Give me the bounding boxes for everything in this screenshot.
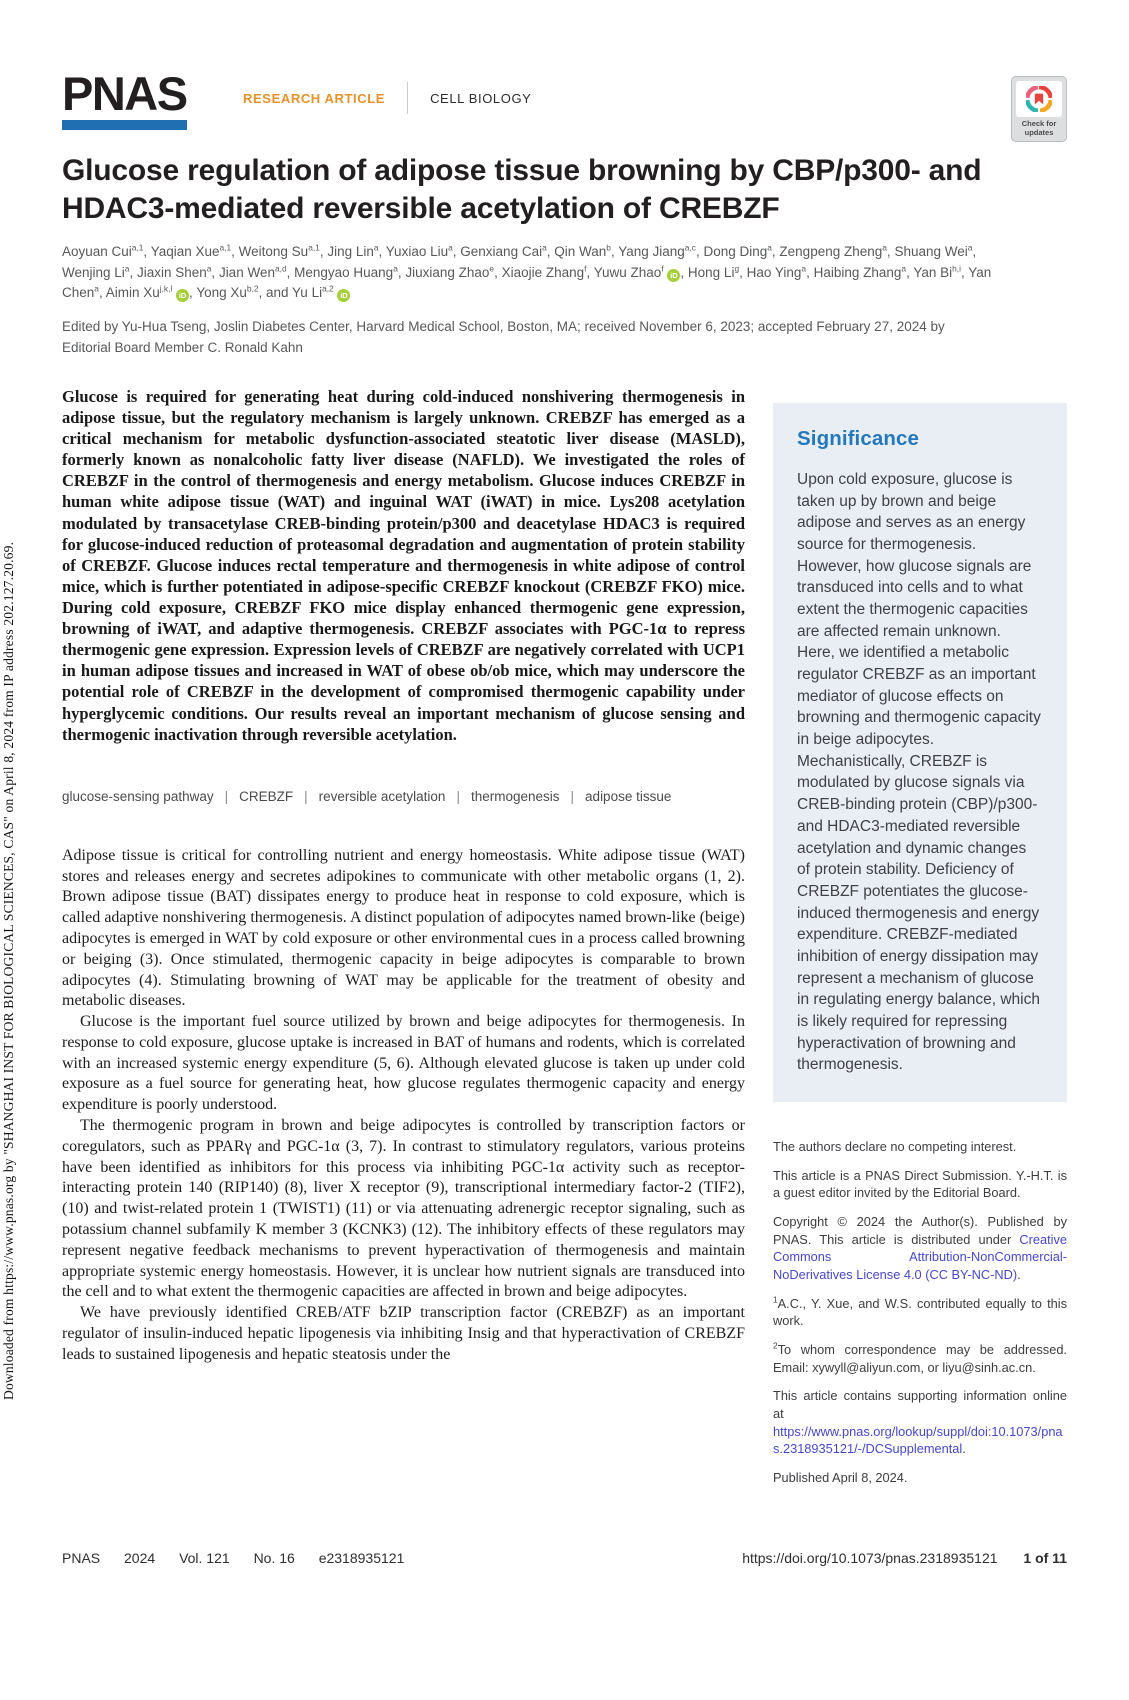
footnote: Copyright © 2024 the Author(s). Published by PNAS. This article is distributed under Creative Commons Attribution-NonCommercial-NoDerivatives License 4.0 (CC BY-NC-ND). xyxy=(773,1214,1067,1283)
keyword: glucose-sensing pathway xyxy=(62,788,214,804)
author: Genxiang Cai$^a$, xyxy=(460,242,555,259)
crossmark-icon xyxy=(1016,81,1062,117)
paragraph: Glucose is the important fuel source utilized by brown and beige adipocytes for thermogenesis. In response to cold exposure, glucose uptake is increased in BAT of humans and rodents, which is correlated with an increased systemic energy expenditure (5, 6). Although elevated glucose is taken up under cold exposure as a fuel source for generating heat, how glucose regulates thermogenic capacity and energy expenditure is poorly understood. xyxy=(62,1013,745,1114)
author: Dong Ding$^a$, xyxy=(703,242,780,259)
author: Jian Wen$^{a,d}$, xyxy=(218,263,295,280)
author: Yong Xu$^{b,2}$, xyxy=(196,283,267,301)
paragraph: We have previously identified CREB/ATF bZIP transcription factor (CREBZF) as an important regulator of insulin-induced hepatic lipogenesis via inhibiting Insig and that hyperactivation of CREBZF leads to sustained lipogenesis and hepatic steatosis under the xyxy=(62,1304,745,1363)
author: Yuxiao Liu$^a$, xyxy=(385,242,461,259)
author: Jiaxin Shen$^a$, xyxy=(136,263,219,280)
author: Aoyuan Cui$^{a,1}$, xyxy=(62,242,151,259)
footer-eid: e2318935121 xyxy=(318,1550,405,1566)
footnote-link[interactable]: Creative Commons Attribution-NonCommercial-NoDerivatives License 4.0 (CC BY-NC-ND) xyxy=(773,1231,1067,1283)
header-meta xyxy=(243,72,531,124)
orcid-icon[interactable]: iD xyxy=(176,289,189,302)
footnote: This article contains supporting information online at https://www.pnas.org/lookup/suppl/doi:10.1073/pnas.2318935121/-/DCSupplemental. xyxy=(773,1388,1067,1457)
author: Hao Ying$^a$, xyxy=(746,263,814,280)
check-for-updates-badge[interactable] xyxy=(1011,76,1067,142)
author: Mengyao Huang$^a$, xyxy=(294,263,406,280)
side-column xyxy=(773,378,1067,1498)
abstract: Glucose is required for generating heat during cold-induced nonshivering thermogenesis in adipose tissue, but the regulatory mechanism is largely unknown. CREBZF has emerged as a critical mechanism for metabolic dysfunction-associated steatotic liver disease (MASLD), formerly known as nonalcoholic fatty liver disease (NAFLD). We investigated the roles of CREBZF in the control of thermogenesis and energy metabolism. Glucose induces CREBZF in human white adipose tissue (WAT) and inguinal WAT (iWAT) in mice. Lys208 acetylation modulated by transacetylase CREB-binding protein/p300 and deacetylase HDAC3 is required for glucose-induced reduction of proteasomal degradation and augmentation of protein stability of CREBZF. Glucose induces rectal temperature and thermogenesis in white adipose of control mice, which is further potentiated in adipose-specific CREBZF knockout (CREBZF FKO) mice. During cold exposure, CREBZF FKO mice display enhanced thermogenic gene expression, browning of iWAT, and adaptive thermogenesis. CREBZF associates with PGC-1α to repress thermogenic gene expression. Expression levels of CREBZF are negatively correlated with UCP1 in human adipose tissues and increased in WAT of obese ob/ob mice, which may underscore the potential role of CREBZF in the development of compromised thermogenic capability under hyperglycemic conditions. Our results reveal an important mechanism of glucose sensing and thermogenic inactivation through reversible acetylation. xyxy=(62,386,745,744)
author: Shuang Wei$^a$, xyxy=(894,242,977,259)
edited-by-line: Edited by Yu-Hua Tseng, Joslin Diabetes Center, Harvard Medical School, Boston, MA; received November 6, 2023; accepted February 27, 2024 by Editorial Board Member C. Ronald Kahn xyxy=(62,319,945,355)
significance-box xyxy=(773,403,1067,1102)
download-watermark: Downloaded from https://www.pnas.org by "SHANGHAI INST FOR BIOLOGICAL SCIENCES, CAS" on April 8, 2024 from IP address 202.127.20.69. xyxy=(1,541,16,1400)
significance-text: Upon cold exposure, glucose is taken up by brown and beige adipose and serves as an energy source for thermogenesis. However, how glucose signals are transduced into cells and to what extent the thermogenic capacities are affected remain unknown. Here, we identified a metabolic regulator CREBZF as an important mediator of glucose effects on browning and thermogenic capacity in beige adipocytes. Mechanistically, CREBZF is modulated by glucose signals via CREB-binding protein (CBP)/p300- and HDAC3-mediated reversible acetylation and dynamic changes of protein stability. Deficiency of CREBZF potentiates the glucose-induced thermogenesis and energy expenditure. CREBZF-mediated inhibition of energy dissipation may represent a mechanism of glucose in regulating energy balance, which is likely required for repressing hyperactivation of browning and thermogenesis. xyxy=(797,470,1041,1074)
paragraph: The thermogenic program in brown and beige adipocytes is controlled by transcription factors or coregulators, such as PPARγ and PGC-1α (3, 7). In contrast to stimulatory regulators, various proteins have been identified as inhibitors for this process via inhibiting PGC-1α activity such as receptor-interacting protein 140 (RIP140) (8), liver X receptor (9), transcriptional intermediary factor-2 (TIF2), (10) and twist-related protein 1 (TWIST1) (11) or via attenuating adrenergic receptor signaling, such as potassium channel subfamily K member 3 (KCNK3) (12). The inhibitory effects of these regulators may represent negative feedback mechanisms to prevent hyperactivation of thermogenesis and maintain appropriate systemic energy homeostasis. However, it is unclear how nutrient signals are transduced into the cell and to what extent the thermogenic capacities are affected in brown and beige adipocytes. xyxy=(62,1117,745,1301)
keyword-separator: | xyxy=(304,788,308,804)
author: Qin Wan$^b$, xyxy=(554,242,619,259)
page-header xyxy=(62,67,1067,152)
author: Hong Li$^g$, xyxy=(687,263,747,280)
author: Aimin Xu$^{j,k,l}$ iD , xyxy=(105,283,197,301)
footer-issue: No. 16 xyxy=(253,1550,295,1566)
footnote: $^2$To whom correspondence may be addressed. Email: xywyll@aliyun.com, or liyu@sinh.ac.cn. xyxy=(773,1340,1067,1375)
page-number: 1 of 11 xyxy=(1023,1550,1067,1566)
keyword: thermogenesis xyxy=(470,788,560,804)
pnas-logo xyxy=(62,67,187,130)
author: Xiaojie Zhang$^f$, xyxy=(501,263,594,280)
significance-heading: Significance xyxy=(797,426,919,450)
paragraph: Adipose tissue is critical for controlling nutrient and energy homeostasis. White adipose tissue (WAT) stores and releases energy and secretes adipokines to communicate with other metabolic organs (1, 2). Brown adipose tissue (BAT) dissipates energy to produce heat in response to cold exposure, which is called adaptive nonshivering thermogenesis. A distinct population of adipocytes named brown-like (beige) adipocytes is emerged in WAT by cold exposure or other environmental cues in a process called browning or beiging (3). Once stimulated, thermogenic capacity in beige adipocytes is comparable to brown adipocytes (4). Stimulating browning of WAT may be applicable for the treatment of obesity and metabolic diseases. xyxy=(62,846,745,1010)
footnote: The authors declare no competing interest. xyxy=(773,1139,1017,1155)
article-title: Glucose regulation of adipose tissue browning by CBP/p300- and HDAC3-mediated reversible acetylation of CREBZF xyxy=(62,154,982,225)
footnote: $^1$A.C., Y. Xue, and W.S. contributed equally to this work. xyxy=(773,1294,1067,1329)
footer-year: 2024 xyxy=(124,1550,156,1566)
author: Yaqian Xue$^{a,1}$, xyxy=(150,242,239,259)
author: Yuwu Zhao$^f$ iD , xyxy=(593,263,688,280)
footer-citation xyxy=(62,1550,424,1566)
keywords xyxy=(62,789,745,804)
page-footer xyxy=(62,1550,1067,1566)
keyword-separator: | xyxy=(456,788,460,804)
orcid-icon[interactable]: iD xyxy=(667,269,680,282)
main-column xyxy=(62,378,745,1366)
footnote-link[interactable]: https://www.pnas.org/lookup/suppl/doi:10.1073/pnas.2318935121/-/DCSupplemental xyxy=(773,1423,1063,1457)
section-label: CELL BIOLOGY xyxy=(430,90,532,106)
author: Haibing Zhang$^a$, xyxy=(813,263,914,280)
author: and Yu Li$^{a,2}$ iD xyxy=(266,285,350,300)
author: Jiuxiang Zhao$^e$, xyxy=(405,263,502,280)
keyword: CREBZF xyxy=(239,788,294,804)
author: Wenjing Li$^a$, xyxy=(62,263,137,280)
author: Yang Jiang$^{a,c}$, xyxy=(618,242,704,259)
footer-volume: Vol. 121 xyxy=(179,1550,230,1566)
keyword-separator: | xyxy=(570,788,575,804)
article-content xyxy=(62,152,1067,1498)
pnas-logo-underline xyxy=(62,120,187,130)
body-text xyxy=(62,846,745,1366)
author: Yan Chen$^a$, xyxy=(62,264,992,301)
header-divider xyxy=(407,82,408,114)
orcid-icon[interactable]: iD xyxy=(337,289,350,302)
keyword-separator: | xyxy=(224,788,229,804)
pnas-logo-text: PNAS xyxy=(62,67,187,120)
keyword: reversible acetylation xyxy=(318,788,446,804)
footer-journal: PNAS xyxy=(62,1550,101,1566)
article-type-label: RESEARCH ARTICLE xyxy=(243,90,386,106)
footnotes xyxy=(773,1138,1067,1487)
keyword: adipose tissue xyxy=(585,788,672,804)
check-for-updates-label: Check for updates xyxy=(1021,119,1057,137)
footnote: This article is a PNAS Direct Submission. Y.-H.T. is a guest editor invited by the Editorial Board. xyxy=(773,1167,1067,1201)
author: Yan Bi$^{h,i}$, xyxy=(913,263,969,280)
author: Zengpeng Zheng$^a$, xyxy=(779,242,895,259)
author-list xyxy=(62,242,997,305)
footnote: Published April 8, 2024. xyxy=(773,1469,908,1485)
footer-doi-page xyxy=(720,1550,1067,1566)
author: Weitong Su$^{a,1}$, xyxy=(238,242,328,259)
author: Jing Lin$^a$, xyxy=(327,242,386,259)
doi-link[interactable]: https://doi.org/10.1073/pnas.2318935121 xyxy=(742,1550,998,1566)
